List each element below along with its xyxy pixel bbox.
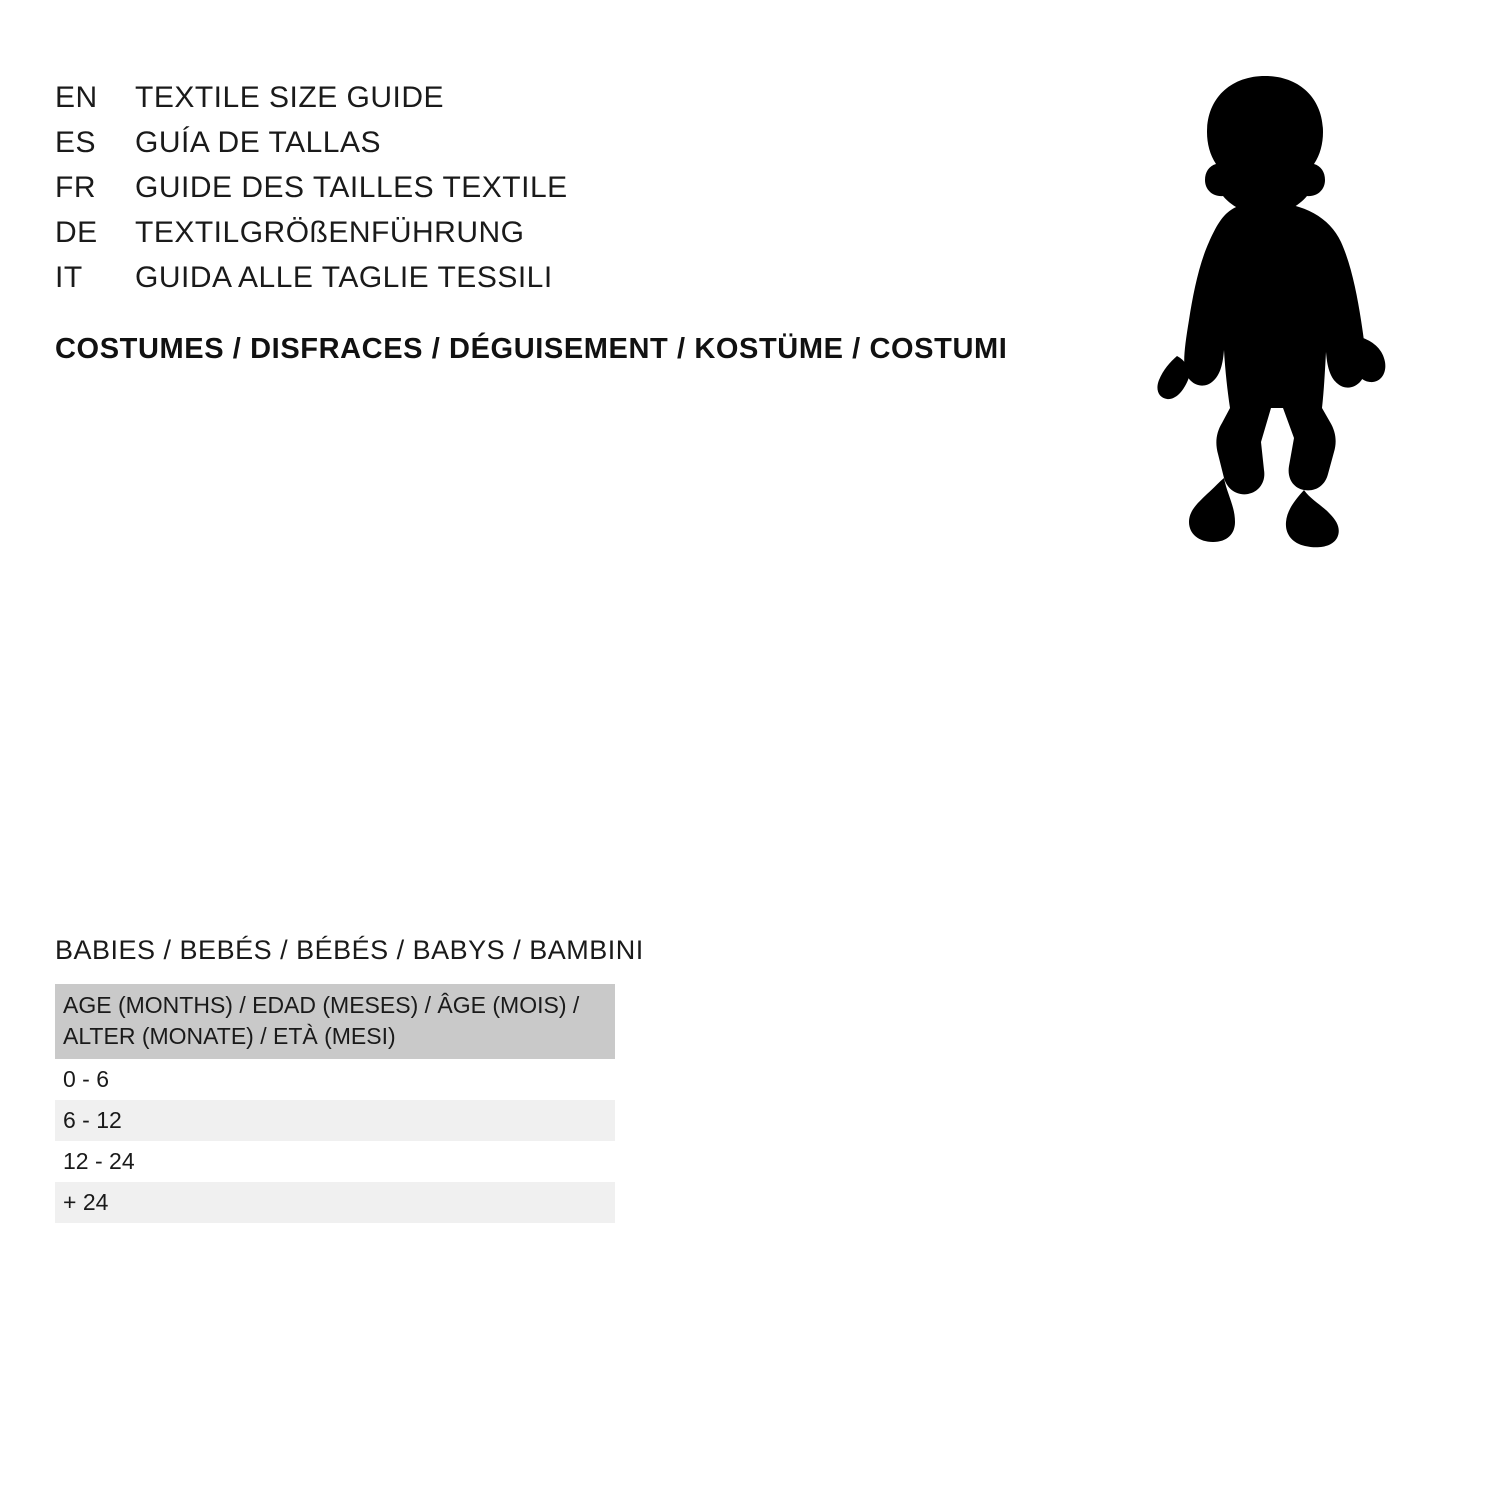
baby-silhouette-icon [1115,70,1445,550]
language-row-de [55,210,1055,255]
table-row [55,1059,615,1100]
language-code-fr: FR [55,171,96,204]
language-list [55,75,1055,300]
size-table-header-row [55,984,615,1059]
language-text-en: TEXTILE SIZE GUIDE [135,81,445,114]
language-code-es: ES [55,126,97,159]
language-row-it [55,255,1055,300]
age-range-value: 0 - 6 [55,1059,615,1100]
language-row-fr [55,165,1055,210]
table-row [55,1100,615,1141]
age-range-value: 12 - 24 [55,1141,615,1182]
language-text-fr: GUIDE DES TAILLES TEXTILE [135,171,568,204]
language-code-en: EN [55,81,98,114]
size-table [55,984,615,1223]
language-text-it: GUIDA ALLE TAGLIE TESSILI [135,261,553,294]
language-text-de: TEXTILGRÖßENFÜHRUNG [135,216,525,249]
costumes-heading: COSTUMES / DISFRACES / DÉGUISEMENT / KOSTÜME / COSTUMI [55,333,1008,365]
language-text-es: GUÍA DE TALLAS [135,126,381,159]
column-header-age: AGE (MONTHS) / EDAD (MESES) / ÂGE (MOIS) / ALTER (MONATE) / ETÀ (MESI) [55,984,615,1059]
size-table-head [55,984,615,1059]
language-row-es [55,120,1055,165]
language-row-en [55,75,1055,120]
age-range-value: 6 - 12 [55,1100,615,1141]
table-row [55,1182,615,1223]
size-table-body [55,1059,615,1223]
language-code-de: DE [55,216,98,249]
language-code-it: IT [55,261,83,294]
size-table-section [55,935,675,1223]
size-table-title: BABIES / BEBÉS / BÉBÉS / BABYS / BAMBINI [55,935,644,965]
table-row [55,1141,615,1182]
age-range-value: + 24 [55,1182,615,1223]
